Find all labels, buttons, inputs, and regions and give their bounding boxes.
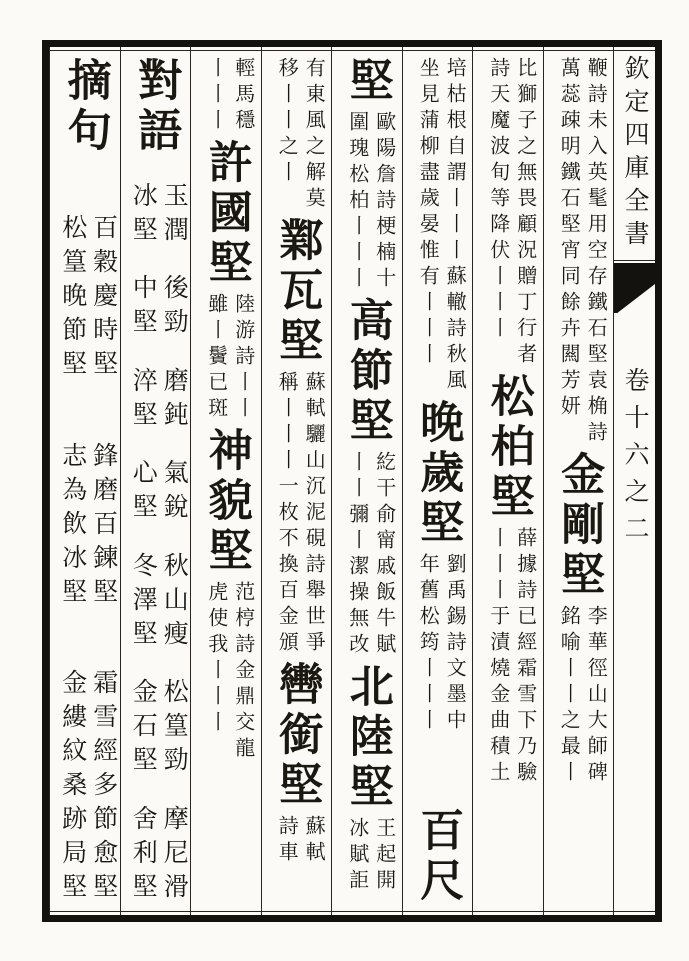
- annotation-note: [269, 371, 323, 657]
- note-line-left: 虎使我丨丨丨: [204, 581, 227, 737]
- entry-heading: 高節堅: [342, 297, 392, 447]
- note-line-left: 冰賦詎: [345, 817, 368, 895]
- entry-heading: 堅: [342, 57, 392, 107]
- text-columns: [49, 47, 655, 915]
- note-line-left: 萬蕊疎明鐵石堅宵同餘卉闗芳妍: [557, 57, 580, 421]
- annotation-note: [124, 459, 186, 527]
- entry-heading: 金剛堅: [554, 451, 604, 601]
- entry-heading: 北陸堅: [342, 663, 392, 813]
- note-line-left: 冬澤堅: [129, 551, 157, 654]
- annotation-note: [124, 678, 186, 780]
- entry-heading: 摘句: [60, 57, 110, 157]
- note-line-right: 百穀慶時堅: [89, 214, 117, 385]
- annotation-note: [340, 817, 394, 895]
- entry-heading: 對語: [131, 57, 181, 157]
- annotation-note: [481, 527, 535, 787]
- entry-heading: 百尺: [413, 807, 463, 907]
- note-line-left: 志為飲冰堅: [58, 441, 86, 612]
- note-line-right: 氣銳: [160, 459, 188, 528]
- annotation-note: [54, 442, 116, 612]
- note-line-left: 詩車: [275, 815, 298, 867]
- note-line-right: 劉禹錫詩文墨中: [443, 553, 466, 735]
- page-border-frame: [42, 40, 662, 922]
- note-line-right: 陸游詩丨丨: [231, 293, 254, 423]
- note-line-left: 冰堅: [129, 181, 157, 250]
- note-line-left: 金縷紋桑跡局堅: [58, 668, 86, 907]
- note-line-left: 心堅: [129, 459, 157, 528]
- note-line-right: 鋒磨百鍊堅: [89, 441, 117, 612]
- note-line-right: 蘇軾: [302, 815, 325, 867]
- text-column: [190, 47, 261, 915]
- entry-heading: 松柏堅: [483, 373, 533, 523]
- note-line-left: 圍瑰松柏丨丨丨: [345, 111, 368, 293]
- text-column: [402, 47, 473, 915]
- note-line-right: 李華徑山大師碑: [584, 605, 607, 787]
- note-line-left: 移丨丨之丨: [275, 57, 298, 187]
- note-line-left: 金石堅: [129, 678, 157, 781]
- note-line-right: 蘇軾驪山沉泥硯詩舉世爭: [302, 371, 325, 657]
- note-line-left: 丨丨丨: [204, 57, 227, 135]
- annotation-note: [124, 367, 186, 435]
- note-line-left: 淬堅: [129, 366, 157, 435]
- annotation-note: [124, 805, 186, 907]
- note-line-right: 秋山瘦: [160, 551, 188, 654]
- note-line-right: 有東風之解莫: [302, 57, 325, 213]
- note-line-right: 松篁勁: [160, 678, 188, 781]
- annotation-note: [410, 57, 464, 395]
- annotation-note: [54, 669, 116, 907]
- note-line-left: 詩天魔波旬等降伏丨丨丨: [486, 57, 509, 343]
- note-line-left: 丨丨彌丨潔操無改: [345, 451, 368, 659]
- annotation-note: [199, 581, 253, 763]
- note-line-left: 松篁晚節堅: [58, 214, 86, 385]
- text-column: [472, 47, 543, 915]
- annotation-note: [410, 553, 464, 735]
- text-column: [49, 47, 120, 915]
- fishtail-fold-mark-icon: [614, 263, 655, 313]
- annotation-note: [340, 451, 394, 659]
- note-line-right: 紇干俞甯戚飯牛賦: [372, 451, 395, 659]
- annotation-note: [199, 57, 253, 135]
- note-line-right: 薛據詩已經霜雪下乃驗: [513, 527, 536, 787]
- annotation-note: [551, 605, 605, 787]
- note-line-right: 輕馬穩: [231, 57, 254, 135]
- note-line-left: 中堅: [129, 274, 157, 343]
- entry-heading: 許國堅: [201, 139, 251, 289]
- entry-heading: 神貌堅: [201, 427, 251, 577]
- chapter-label: 卷十六之二: [621, 367, 648, 552]
- annotation-note: [124, 274, 186, 342]
- annotation-note: [124, 552, 186, 654]
- note-line-left: 舍利堅: [129, 804, 157, 907]
- note-line-right: 霜雪經多節愈堅: [89, 668, 117, 907]
- annotation-note: [124, 182, 186, 250]
- text-column: [261, 47, 332, 915]
- note-line-right: 玉潤: [160, 181, 188, 250]
- text-column: [543, 47, 614, 915]
- text-column: [331, 47, 402, 915]
- annotation-note: [481, 57, 535, 369]
- annotation-note: [199, 293, 253, 423]
- note-line-right: 鞭詩未入英髦用空存鐵石堅袁桷詩: [584, 57, 607, 447]
- note-line-right: 培枯根自謂丨丨丨蘇轍詩秋風: [443, 57, 466, 395]
- note-line-left: 雖丨鬢已斑: [204, 293, 227, 423]
- note-line-left: 丨丨丨于漬燒金曲積土: [486, 527, 509, 787]
- entry-heading: 晚歲堅: [413, 399, 463, 549]
- note-line-right: 范梈詩金鼎交龍: [231, 581, 254, 763]
- note-line-left: 坐見蒲柳盡歲晏惟有丨丨丨: [416, 57, 439, 369]
- note-line-right: 磨鈍: [160, 366, 188, 435]
- note-line-left: 年舊松筠丨丨丨: [416, 553, 439, 735]
- note-line-right: 後勁: [160, 274, 188, 343]
- text-column: [120, 47, 191, 915]
- annotation-note: [269, 815, 323, 867]
- entry-heading: 轡銜堅: [272, 661, 322, 811]
- note-line-left: 銘喻丨丨之最丨: [557, 605, 580, 787]
- banxin-margin-column: [613, 47, 655, 915]
- annotation-note: [340, 111, 394, 293]
- note-line-left: 稱丨丨丨一枚不換百金頒: [275, 371, 298, 657]
- annotation-note: [54, 214, 116, 384]
- note-line-right: 比獅子之無畏顧況贈丁行者: [513, 57, 536, 369]
- note-line-right: 歐陽詹詩梗楠十: [372, 111, 395, 293]
- annotation-note: [269, 57, 323, 213]
- annotation-note: [551, 57, 605, 447]
- volume-title-box: [614, 47, 655, 261]
- entry-heading: 鄴瓦堅: [272, 217, 322, 367]
- volume-title: 欽定四庫全書: [621, 55, 648, 253]
- note-line-right: 王起開: [372, 817, 395, 895]
- note-line-right: 摩尼滑: [160, 804, 188, 907]
